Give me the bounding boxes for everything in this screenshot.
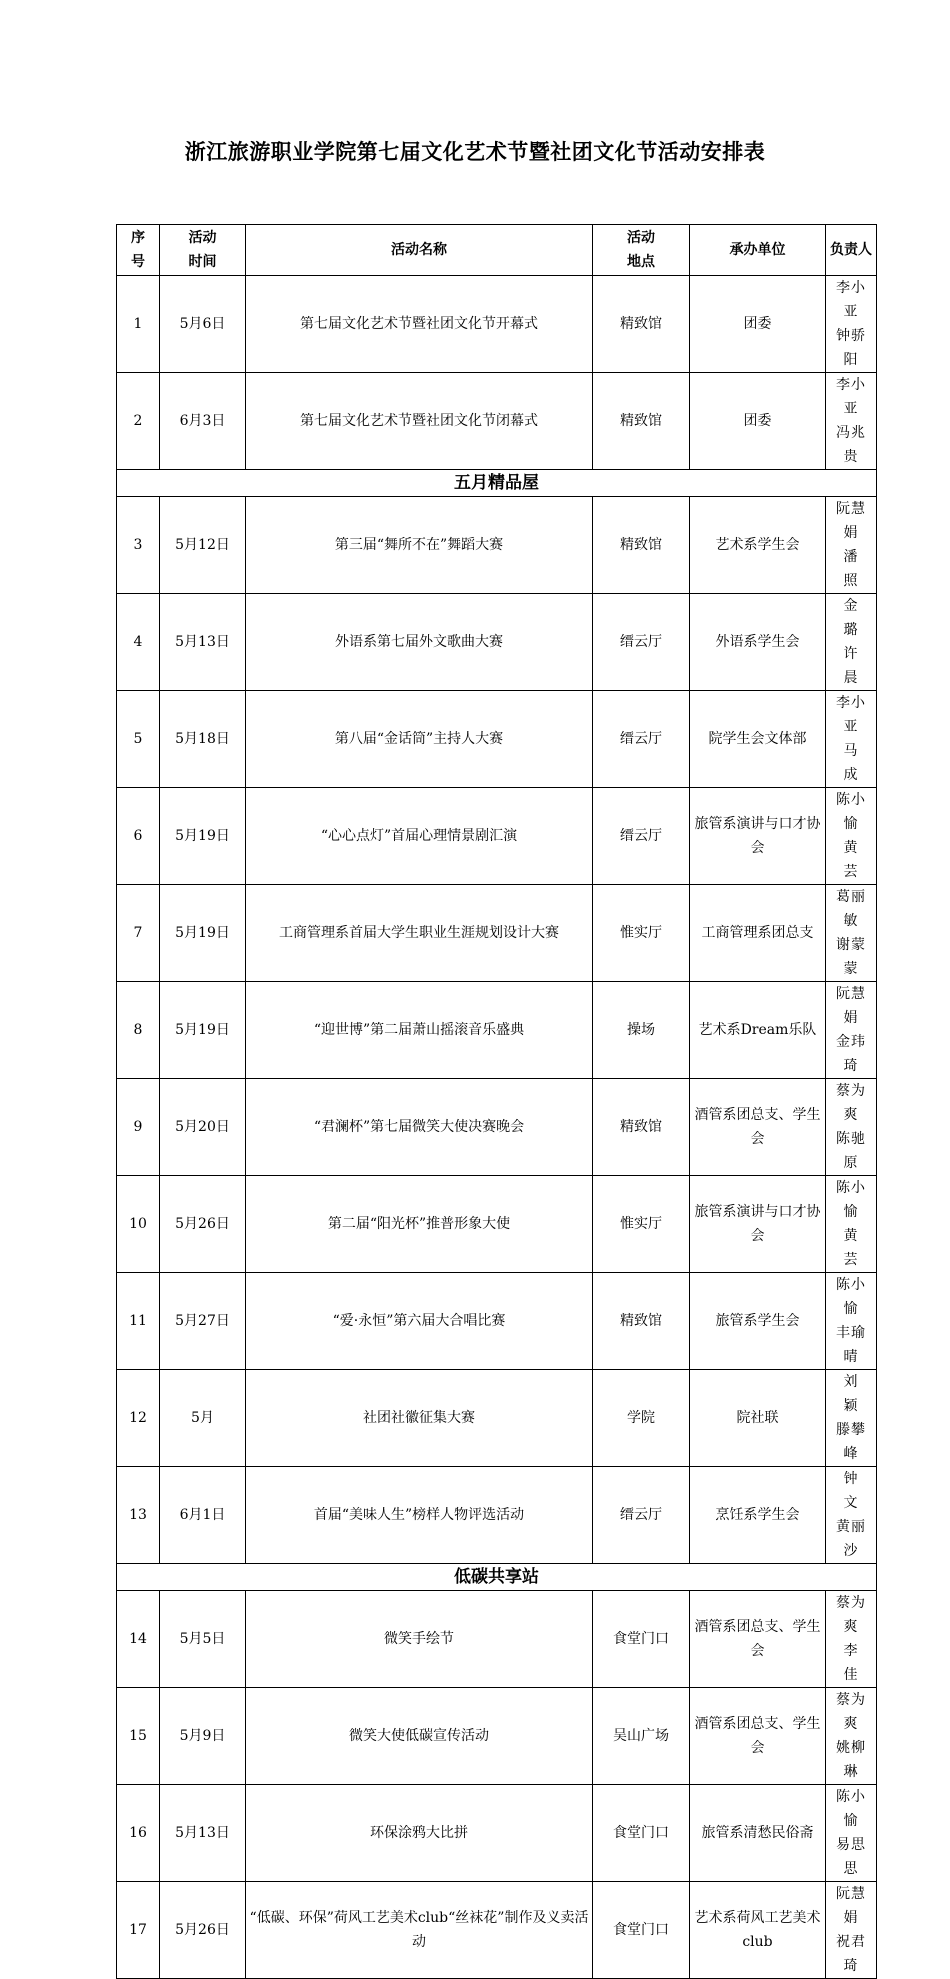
cell-organizer: 院社联: [690, 1370, 826, 1467]
cell-time: 5月6日: [160, 276, 246, 373]
cell-time: 5月: [160, 1370, 246, 1467]
table-row: [117, 1591, 877, 1688]
cell-person: [826, 373, 877, 470]
cell-organizer: 旅管系清愁民俗斋: [690, 1785, 826, 1882]
table-row: [117, 1273, 877, 1370]
cell-time: 5月19日: [160, 885, 246, 982]
cell-organizer: 旅管系学生会: [690, 1273, 826, 1370]
cell-time: 6月1日: [160, 1467, 246, 1564]
table-body: [117, 276, 877, 1979]
cell-time: 6月3日: [160, 373, 246, 470]
person-name: 姚柳琳: [836, 1740, 866, 1780]
table-row: [117, 1882, 877, 1979]
cell-person: [826, 691, 877, 788]
person-name: 黄 芸: [843, 1228, 874, 1268]
person-name: 黄丽沙: [836, 1519, 866, 1559]
person-name: 陈驰原: [836, 1131, 866, 1171]
cell-no: 5: [117, 691, 160, 788]
person-name: 阮慧娟: [836, 1886, 866, 1926]
cell-no: 14: [117, 1591, 160, 1688]
person-name: 李小亚: [836, 377, 866, 417]
cell-activity-name: “心心点灯”首届心理情景剧汇演: [246, 788, 593, 885]
cell-time: 5月5日: [160, 1591, 246, 1688]
table-row: [117, 1785, 877, 1882]
cell-no: 9: [117, 1079, 160, 1176]
cell-place: 精致馆: [593, 497, 690, 594]
cell-organizer: 旅管系演讲与口才协会: [690, 1176, 826, 1273]
cell-time: 5月13日: [160, 594, 246, 691]
header-org: 承办单位: [690, 225, 826, 276]
person-name: 易思思: [836, 1837, 866, 1877]
table-row: [117, 982, 877, 1079]
cell-place: 缙云厅: [593, 594, 690, 691]
cell-person: [826, 788, 877, 885]
cell-organizer: 团委: [690, 373, 826, 470]
cell-activity-name: 第七届文化艺术节暨社团文化节开幕式: [246, 276, 593, 373]
header-place: 活动 地点: [593, 225, 690, 276]
cell-place: 精致馆: [593, 1273, 690, 1370]
cell-organizer: 院学生会文体部: [690, 691, 826, 788]
cell-no: 1: [117, 276, 160, 373]
person-name: 陈小愉: [836, 792, 866, 832]
cell-time: 5月19日: [160, 982, 246, 1079]
cell-no: 8: [117, 982, 160, 1079]
person-name: 许 晨: [843, 646, 874, 686]
table-row: [117, 1688, 877, 1785]
cell-place: 惟实厅: [593, 1176, 690, 1273]
person-name: 丰瑜晴: [836, 1325, 866, 1365]
cell-activity-name: “迎世博”第二届萧山摇滚音乐盛典: [246, 982, 593, 1079]
person-name: 陈小愉: [836, 1789, 866, 1829]
cell-time: 5月26日: [160, 1176, 246, 1273]
cell-person: [826, 1370, 877, 1467]
person-name: 谢蒙蒙: [836, 937, 866, 977]
cell-place: 吴山广场: [593, 1688, 690, 1785]
cell-organizer: 艺术系Dream乐队: [690, 982, 826, 1079]
table-row: [117, 1176, 877, 1273]
cell-person: [826, 594, 877, 691]
cell-place: 缙云厅: [593, 691, 690, 788]
person-name: 陈小愉: [836, 1277, 866, 1317]
cell-person: [826, 1176, 877, 1273]
cell-no: 10: [117, 1176, 160, 1273]
cell-activity-name: 微笑大使低碳宣传活动: [246, 1688, 593, 1785]
person-name: 黄 芸: [843, 840, 874, 880]
cell-no: 16: [117, 1785, 160, 1882]
cell-person: [826, 1882, 877, 1979]
person-name: 李小亚: [836, 695, 866, 735]
person-name: 陈小愉: [836, 1180, 866, 1220]
person-name: 冯兆贵: [836, 425, 866, 465]
cell-activity-name: 工商管理系首届大学生职业生涯规划设计大赛: [246, 885, 593, 982]
cell-organizer: 烹饪系学生会: [690, 1467, 826, 1564]
person-name: 刘 颖: [843, 1374, 874, 1414]
person-name: 钟 文: [843, 1471, 874, 1511]
cell-place: 缙云厅: [593, 788, 690, 885]
section-title: 低碳共享站: [117, 1564, 877, 1591]
cell-place: 食堂门口: [593, 1882, 690, 1979]
cell-place: 缙云厅: [593, 1467, 690, 1564]
table-row: [117, 1467, 877, 1564]
cell-time: 5月9日: [160, 1688, 246, 1785]
header-name: 活动名称: [246, 225, 593, 276]
cell-activity-name: 第三届“舞所不在”舞蹈大赛: [246, 497, 593, 594]
person-name: 潘 照: [843, 549, 874, 589]
cell-person: [826, 276, 877, 373]
cell-no: 7: [117, 885, 160, 982]
person-name: 蔡为爽: [836, 1595, 866, 1635]
person-name: 滕攀峰: [836, 1422, 866, 1462]
cell-person: [826, 1785, 877, 1882]
cell-organizer: 酒管系团总支、学生会: [690, 1079, 826, 1176]
table-row: [117, 1079, 877, 1176]
cell-activity-name: 第八届“金话筒”主持人大赛: [246, 691, 593, 788]
document-title: 浙江旅游职业学院第七届文化艺术节暨社团文化节活动安排表: [184, 140, 766, 164]
cell-organizer: 工商管理系团总支: [690, 885, 826, 982]
cell-activity-name: “爱·永恒”第六届大合唱比赛: [246, 1273, 593, 1370]
cell-no: 4: [117, 594, 160, 691]
cell-organizer: 艺术系学生会: [690, 497, 826, 594]
cell-activity-name: 第二届“阳光杯”推普形象大使: [246, 1176, 593, 1273]
cell-activity-name: “君澜杯”第七届微笑大使决赛晚会: [246, 1079, 593, 1176]
person-name: 李小亚: [836, 280, 866, 320]
header-person: 负责人: [826, 225, 877, 276]
cell-organizer: 艺术系荷风工艺美术club: [690, 1882, 826, 1979]
cell-activity-name: 社团社徽征集大赛: [246, 1370, 593, 1467]
cell-person: [826, 885, 877, 982]
cell-person: [826, 1467, 877, 1564]
person-name: 金玮琦: [836, 1034, 866, 1074]
cell-place: 精致馆: [593, 1079, 690, 1176]
cell-no: 17: [117, 1882, 160, 1979]
cell-no: 12: [117, 1370, 160, 1467]
section-header-row: [117, 470, 877, 497]
cell-place: 学院: [593, 1370, 690, 1467]
section-title: 五月精品屋: [117, 470, 877, 497]
cell-place: 惟实厅: [593, 885, 690, 982]
cell-place: 食堂门口: [593, 1785, 690, 1882]
cell-time: 5月12日: [160, 497, 246, 594]
cell-activity-name: 环保涂鸦大比拼: [246, 1785, 593, 1882]
cell-organizer: 酒管系团总支、学生会: [690, 1591, 826, 1688]
cell-activity-name: 第七届文化艺术节暨社团文化节闭幕式: [246, 373, 593, 470]
person-name: 金 璐: [843, 598, 874, 638]
person-name: 蔡为爽: [836, 1083, 866, 1123]
section-header-row: [117, 1564, 877, 1591]
table-row: [117, 788, 877, 885]
person-name: 阮慧娟: [836, 986, 866, 1026]
cell-time: 5月27日: [160, 1273, 246, 1370]
activity-schedule-table: [116, 224, 877, 1979]
cell-place: 食堂门口: [593, 1591, 690, 1688]
cell-activity-name: “低碳、环保”荷风工艺美术club“丝袜花”制作及义卖活动: [246, 1882, 593, 1979]
cell-place: 操场: [593, 982, 690, 1079]
cell-place: 精致馆: [593, 276, 690, 373]
cell-person: [826, 1591, 877, 1688]
cell-no: 13: [117, 1467, 160, 1564]
table-header-row: [117, 225, 877, 276]
table-row: [117, 885, 877, 982]
cell-time: 5月19日: [160, 788, 246, 885]
cell-time: 5月18日: [160, 691, 246, 788]
table-row: [117, 276, 877, 373]
cell-organizer: 旅管系演讲与口才协会: [690, 788, 826, 885]
cell-organizer: 酒管系团总支、学生会: [690, 1688, 826, 1785]
header-time: 活动 时间: [160, 225, 246, 276]
cell-person: [826, 982, 877, 1079]
cell-time: 5月26日: [160, 1882, 246, 1979]
cell-no: 11: [117, 1273, 160, 1370]
cell-no: 15: [117, 1688, 160, 1785]
cell-time: 5月20日: [160, 1079, 246, 1176]
cell-person: [826, 1079, 877, 1176]
cell-activity-name: 外语系第七届外文歌曲大赛: [246, 594, 593, 691]
cell-organizer: 外语系学生会: [690, 594, 826, 691]
cell-organizer: 团委: [690, 276, 826, 373]
cell-person: [826, 497, 877, 594]
table-row: [117, 373, 877, 470]
table-row: [117, 691, 877, 788]
person-name: 蔡为爽: [836, 1692, 866, 1732]
cell-activity-name: 首届“美味人生”榜样人物评选活动: [246, 1467, 593, 1564]
cell-person: [826, 1273, 877, 1370]
cell-person: [826, 1688, 877, 1785]
person-name: 祝君琦: [836, 1934, 866, 1974]
person-name: 葛丽敏: [836, 889, 866, 929]
cell-place: 精致馆: [593, 373, 690, 470]
cell-time: 5月13日: [160, 1785, 246, 1882]
person-name: 李 佳: [843, 1643, 874, 1683]
cell-no: 6: [117, 788, 160, 885]
person-name: 阮慧娟: [836, 501, 866, 541]
person-name: 钟骄阳: [836, 328, 866, 368]
person-name: 马 成: [843, 743, 874, 783]
header-no: 序 号: [117, 225, 160, 276]
table-row: [117, 594, 877, 691]
cell-no: 2: [117, 373, 160, 470]
cell-activity-name: 微笑手绘节: [246, 1591, 593, 1688]
table-row: [117, 1370, 877, 1467]
cell-no: 3: [117, 497, 160, 594]
table-row: [117, 497, 877, 594]
